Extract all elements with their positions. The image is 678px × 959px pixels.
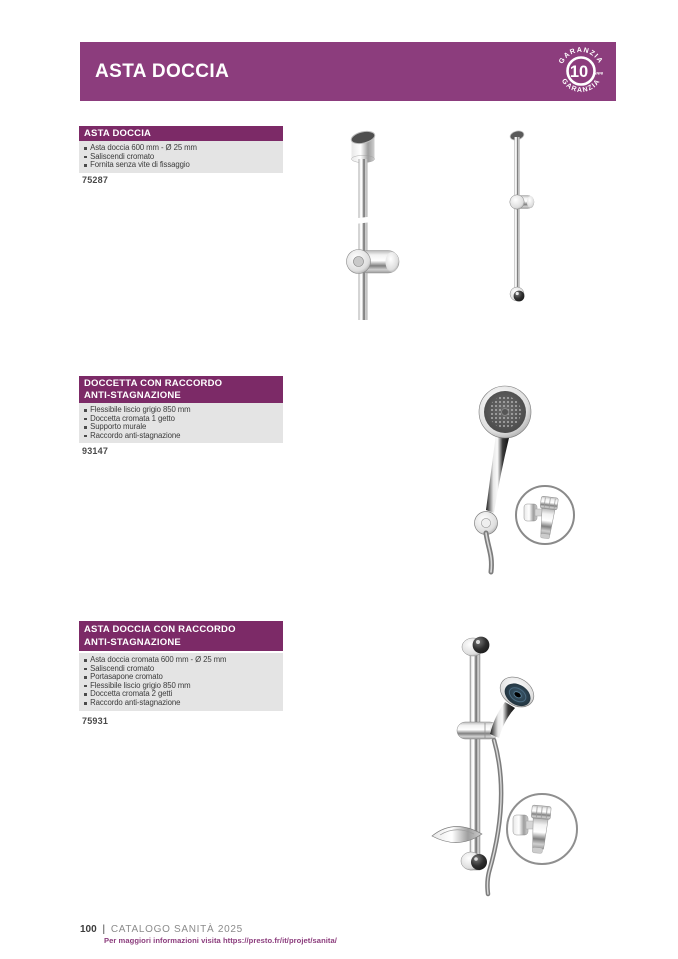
square-bullet-icon: [84, 668, 87, 671]
square-bullet-icon: [84, 409, 87, 412]
anti-stagnation-fitting-detail: [507, 794, 577, 864]
square-bullet-icon: [84, 426, 87, 429]
shower-rail-closeup: [347, 129, 400, 320]
feature-item: Doccetta cromata 1 getto: [84, 415, 278, 424]
square-bullet-icon: [84, 418, 87, 421]
feature-item: Fornita senza vite di fissaggio: [84, 161, 278, 170]
product1-features: [79, 141, 283, 173]
feature-item: Flessibile liscio grigio 850 mm: [84, 406, 278, 415]
shower-rail-full-view: [509, 130, 534, 302]
square-bullet-icon: [84, 156, 87, 159]
page-number: 100: [80, 924, 97, 935]
product2-photo: [430, 372, 602, 582]
feature-item: Saliscendi cromato: [84, 665, 278, 674]
square-bullet-icon: [84, 659, 87, 662]
product3-title-bar: [79, 621, 283, 651]
anti-stagnation-fitting-detail: [516, 486, 574, 544]
badge-arc-bottom-text: GARANZIA: [559, 77, 603, 95]
footer-catalog-line: [80, 924, 243, 935]
page-title: ASTA DOCCIA: [95, 60, 230, 82]
guarantee-10-years-badge-icon: [553, 43, 609, 99]
product2-features: [79, 403, 283, 443]
product3-photo: [408, 622, 604, 903]
square-bullet-icon: [84, 164, 87, 167]
badge-number: 10: [569, 63, 589, 81]
feature-item: Asta doccia cromata 600 mm - Ø 25 mm: [84, 656, 278, 665]
product1-title-bar: [79, 126, 283, 141]
square-bullet-icon: [84, 435, 87, 438]
product1-title: ASTA DOCCIA: [84, 128, 152, 139]
badge-arc-top-text: GARANZIA: [558, 46, 604, 66]
feature-item: Raccordo anti-stagnazione: [84, 432, 278, 441]
badge-unit: ANNI: [593, 70, 604, 76]
catalog-title: CATALOGO SANITÀ 2025: [110, 924, 243, 935]
product1-code: 75287: [82, 175, 109, 185]
product2-title-bar: [79, 376, 283, 403]
square-bullet-icon: [84, 676, 87, 679]
hand-shower: [475, 386, 532, 572]
feature-item: Supporto murale: [84, 423, 278, 432]
feature-item: Portasapone cromato: [84, 673, 278, 682]
square-bullet-icon: [84, 702, 87, 705]
product2-title-line1: DOCCETTA CON RACCORDO: [84, 378, 223, 389]
square-bullet-icon: [84, 147, 87, 150]
square-bullet-icon: [84, 685, 87, 688]
product2-code: 93147: [82, 446, 109, 456]
feature-item: Saliscendi cromato: [84, 153, 278, 162]
footer-separator: |: [102, 924, 106, 935]
feature-item: Raccordo anti-stagnazione: [84, 699, 278, 708]
feature-item: Asta doccia 600 mm - Ø 25 mm: [84, 144, 278, 153]
page-header-bar: [80, 42, 616, 101]
product3-title-line1: ASTA DOCCIA CON RACCORDO: [84, 624, 236, 635]
feature-item: Flessibile liscio grigio 850 mm: [84, 682, 278, 691]
feature-item: Doccetta cromata 2 getti: [84, 690, 278, 699]
product3-code: 75931: [82, 716, 109, 726]
product3-title-line2: ANTI-STAGNAZIONE: [84, 637, 181, 648]
square-bullet-icon: [84, 693, 87, 696]
product2-title-line2: ANTI-STAGNAZIONE: [84, 389, 181, 401]
footer-info-link[interactable]: Per maggiori informazioni visita https://presto.fr/it/projet/sanita/: [104, 936, 337, 945]
product1-photo: [320, 122, 560, 329]
product3-features: [79, 653, 283, 711]
